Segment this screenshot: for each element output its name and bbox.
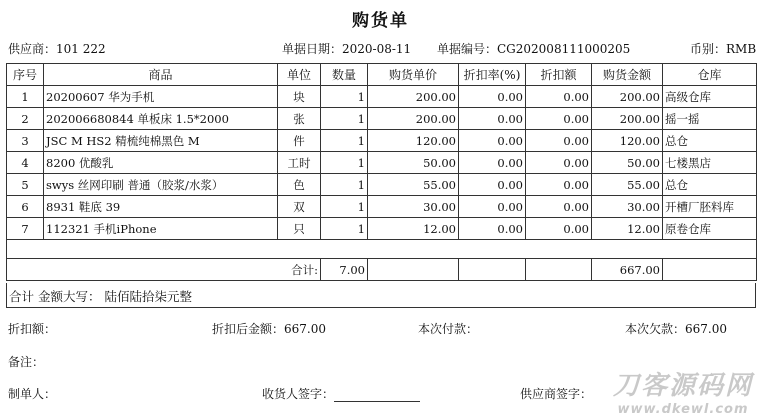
cell-qty: 1 xyxy=(321,130,368,152)
cell-item: swys 丝网印刷 普通（胶浆/水浆） xyxy=(44,174,278,196)
total-in-words-box xyxy=(6,283,756,308)
cell-amount: 50.00 xyxy=(592,152,663,174)
cell-no: 7 xyxy=(7,218,44,240)
watermark-url: www.dkewl.com xyxy=(617,402,749,417)
cell-unit: 只 xyxy=(278,218,321,240)
currency-field: 币别：RMB xyxy=(690,42,757,56)
cell-price: 200.00 xyxy=(368,86,459,108)
cell-unit: 张 xyxy=(278,108,321,130)
cell-no: 6 xyxy=(7,196,44,218)
cell-qty: 1 xyxy=(321,108,368,130)
doc-date-field: 单据日期：2020-08-11 xyxy=(282,42,412,56)
col-header-unit: 单位 xyxy=(278,64,321,86)
owed-amount: 本次欠款：667.00 xyxy=(625,322,727,336)
cell-rate: 0.00 xyxy=(459,218,526,240)
supplier-sign-label: 供应商签字： xyxy=(520,387,593,401)
receiver-sign-field xyxy=(262,385,420,402)
cell-price: 120.00 xyxy=(368,130,459,152)
cell-unit: 工时 xyxy=(278,152,321,174)
cell-warehouse: 高级仓库 xyxy=(663,86,757,108)
table-row xyxy=(7,218,757,240)
cell-price: 55.00 xyxy=(368,174,459,196)
cell-rate: 0.00 xyxy=(459,152,526,174)
summary-amount: 667.00 xyxy=(592,259,663,281)
cell-qty: 1 xyxy=(321,174,368,196)
col-header-item: 商品 xyxy=(44,64,278,86)
cell-unit: 双 xyxy=(278,196,321,218)
summary-row xyxy=(7,259,757,281)
cell-amount: 12.00 xyxy=(592,218,663,240)
purchase-table xyxy=(6,63,757,264)
cell-no: 2 xyxy=(7,108,44,130)
cell-no: 3 xyxy=(7,130,44,152)
paid-label: 本次付款： xyxy=(418,322,479,336)
total-in-words: 合计 金额大写： 陆佰陆拾柒元整 xyxy=(9,289,192,304)
col-header-rate: 折扣率(%) xyxy=(459,64,526,86)
maker-label: 制单人： xyxy=(8,387,57,401)
after-discount-amount: 折扣后金额：667.00 xyxy=(212,322,326,336)
cell-qty: 1 xyxy=(321,196,368,218)
cell-item: 8931 鞋底 39 xyxy=(44,196,278,218)
summary-label: 合计: xyxy=(7,259,321,281)
cell-rate: 0.00 xyxy=(459,174,526,196)
cell-warehouse: 总仓 xyxy=(663,174,757,196)
cell-price: 200.00 xyxy=(368,108,459,130)
supplier-field: 供应商：101 222 xyxy=(8,42,106,56)
cell-warehouse: 摇一摇 xyxy=(663,108,757,130)
receiver-sign-label: 收货人签字： xyxy=(262,387,335,401)
table-row xyxy=(7,174,757,196)
table-row xyxy=(7,108,757,130)
table-header-row xyxy=(7,64,757,86)
cell-discount: 0.00 xyxy=(526,174,592,196)
document-title: 购货单 xyxy=(352,11,409,31)
col-header-qty: 数量 xyxy=(321,64,368,86)
watermark-title: 刀客源码网 xyxy=(612,371,753,401)
cell-rate: 0.00 xyxy=(459,130,526,152)
cell-price: 12.00 xyxy=(368,218,459,240)
receiver-sign-line xyxy=(334,389,420,402)
discount-label: 折扣额： xyxy=(8,322,57,336)
cell-warehouse: 开槽厂胚料库 xyxy=(663,196,757,218)
cell-unit: 块 xyxy=(278,86,321,108)
cell-rate: 0.00 xyxy=(459,196,526,218)
col-header-discount: 折扣额 xyxy=(526,64,592,86)
cell-no: 5 xyxy=(7,174,44,196)
cell-amount: 30.00 xyxy=(592,196,663,218)
cell-no: 1 xyxy=(7,86,44,108)
cell-discount: 0.00 xyxy=(526,218,592,240)
cell-item: 8200 优酸乳 xyxy=(44,152,278,174)
cell-item: 20200607 华为手机 xyxy=(44,86,278,108)
cell-warehouse: 七楼黑店 xyxy=(663,152,757,174)
cell-qty: 1 xyxy=(321,86,368,108)
cell-rate: 0.00 xyxy=(459,86,526,108)
table-row xyxy=(7,86,757,108)
cell-warehouse: 原卷仓库 xyxy=(663,218,757,240)
cell-discount: 0.00 xyxy=(526,108,592,130)
cell-amount: 200.00 xyxy=(592,86,663,108)
cell-item: 202006680844 单板床 1.5*2000 xyxy=(44,108,278,130)
cell-unit: 件 xyxy=(278,130,321,152)
col-header-amount: 购货金额 xyxy=(592,64,663,86)
cell-rate: 0.00 xyxy=(459,108,526,130)
cell-warehouse: 总仓 xyxy=(663,130,757,152)
cell-amount: 120.00 xyxy=(592,130,663,152)
cell-discount: 0.00 xyxy=(526,152,592,174)
cell-discount: 0.00 xyxy=(526,86,592,108)
cell-no: 4 xyxy=(7,152,44,174)
cell-qty: 1 xyxy=(321,218,368,240)
watermark xyxy=(613,365,753,417)
doc-number-field: 单据编号：CG202008111000205 xyxy=(437,42,631,56)
table-row xyxy=(7,130,757,152)
cell-unit: 色 xyxy=(278,174,321,196)
cell-amount: 200.00 xyxy=(592,108,663,130)
cell-item: 112321 手机iPhone xyxy=(44,218,278,240)
summary-empty xyxy=(368,259,459,281)
summary-table xyxy=(6,258,757,281)
col-header-price: 购货单价 xyxy=(368,64,459,86)
cell-qty: 1 xyxy=(321,152,368,174)
summary-empty xyxy=(663,259,757,281)
cell-price: 50.00 xyxy=(368,152,459,174)
summary-empty xyxy=(526,259,592,281)
summary-empty xyxy=(459,259,526,281)
col-header-warehouse: 仓库 xyxy=(663,64,757,86)
table-row xyxy=(7,152,757,174)
table-row xyxy=(7,196,757,218)
cell-discount: 0.00 xyxy=(526,130,592,152)
note-label: 备注： xyxy=(8,355,45,369)
summary-qty: 7.00 xyxy=(321,259,368,281)
cell-item: JSC M HS2 精梳纯棉黑色 M xyxy=(44,130,278,152)
col-header-no: 序号 xyxy=(7,64,44,86)
cell-discount: 0.00 xyxy=(526,196,592,218)
cell-price: 30.00 xyxy=(368,196,459,218)
cell-amount: 55.00 xyxy=(592,174,663,196)
